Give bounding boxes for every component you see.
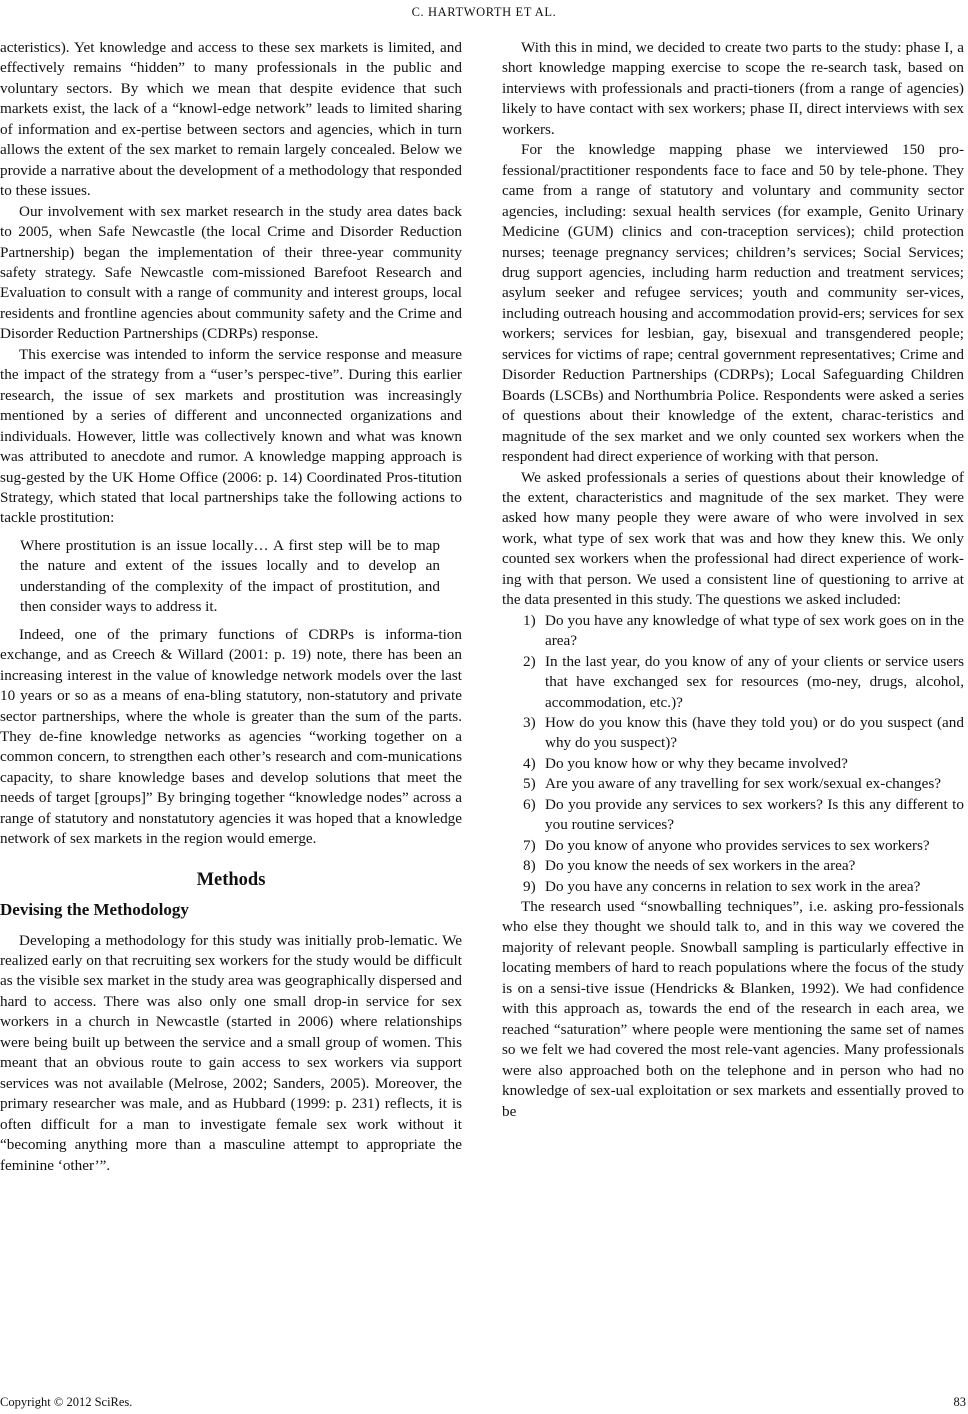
copyright-notice: Copyright © 2012 SciRes.: [0, 1395, 133, 1409]
paragraph: Indeed, one of the primary functions of CDRPs is informa-tion exchange, and as Creech & Willard (2001: p. 19) note, there has been an increasing interest in the value of knowledge network models over the last 10 years or so as a means of ena-bling statutory, non-statutory and private sector partnerships, where the whole is greater than the sum of the parts. They de-fine knowledge networks as agencies “working together on a common concern, to strengthen each other’s research and com-munications capacity, to share knowledge bases and develop solutions that meet the needs of target [groups]” By bringing together “knowledge nodes” across a range of statutory and nonstatutory agencies it was hoped that a knowledge network of sex markets in the region would emerge.: [0, 625, 462, 848]
paragraph: With this in mind, we decided to create two parts to the study: phase I, a short knowledge mapping exercise to scope the re-search task, based on interviews with professionals and practi-tioners (from a range of agencies) likely to have contact with sex workers; phase II, direct interviews with sex workers.: [502, 39, 964, 138]
section-title: Methods: [196, 869, 266, 890]
list-item-text: Do you have any concerns in relation to sex work in the area?: [545, 877, 921, 895]
paragraph: acteristics). Yet knowledge and access to these sex markets is limited, and effectively remains “hidden” to many professionals in the public and voluntary sectors. By which we mean that despite evidence that such markets exist, the lack of a “knowl-edge network” leads to limited sharing of information and ex-pertise between sectors and agencies, which in turn allows the extent of the sex market to remain largely concealed. Below we provide a narrative about the development of a methodology that responded to these issues.: [0, 39, 462, 200]
paragraph: Our involvement with sex market research in the study area dates back to 2005, when Safe Newcastle (the local Crime and Disorder Reduction Partnership) began the implementation of their three-year community safety strategy. Safe Newcastle com-missioned Barefoot Research and Evaluation to consult with a range of community and interest groups, local residents and frontline agencies about community safety and the Crime and Disorder Reduction Partnerships (CDRPs) response.: [0, 202, 462, 343]
list-item-text: Do you know how or why they became involved?: [545, 754, 848, 772]
list-item-text: Do you know of anyone who provides services to sex workers?: [545, 836, 930, 854]
paragraph: For the knowledge mapping phase we interviewed 150 pro-fessional/practitioner respondents face to face and 50 by tele-phone. They came from a range of statutory and voluntary and community sector agencies, including: sexual health services (for example, Genito Urinary Medicine (GUM) clinics and con-traception services); child protection nurses; teenage pregnancy services; children’s services; Social Services; drug support agencies, including harm reduction and treatment services; asylum seeker and refugee services; youth and community ser-vices, including outreach housing and accommodation provid-ers; services for sex workers; services for lesbian, gay, bisexual and transgendered people; services for victims of rape; central government representatives; Crime and Disorder Reduction Partnerships (CDRPs); Local Safeguarding Children Boards (LSCBs) and Northumbria Police. Respondents were asked a series of questions about their knowledge of the extent, charac-teristics and magnitude of the sex market and we only counted sex workers when the respondent had direct experience of working with that person.: [502, 141, 964, 466]
list-number: 4): [523, 754, 536, 772]
list-number: 9): [523, 877, 536, 895]
list-item: [502, 652, 964, 713]
list-number: 7): [523, 836, 536, 854]
right-column: [502, 38, 964, 1122]
list-item-text: Do you provide any services to sex workers? Is this any different to you routine services?: [545, 795, 964, 834]
list-item: [502, 774, 964, 794]
list-item-text: Do you know the needs of sex workers in the area?: [545, 857, 856, 875]
list-item: [502, 836, 964, 856]
list-item: [502, 713, 964, 754]
paragraph: Developing a methodology for this study was initially prob-lematic. We realized early on that recruiting sex workers for the study would be difficult as the visible sex market in the study area was geographically dispersed and hard to access. There was also only one small drop-in service for sex workers in a church in Newcastle (started in 2006) where relationships were being built up between the service and a small group of women. This meant that an obvious route to gain access to sex workers via support services was not available (Melrose, 2002; Sanders, 2005). Moreover, the primary researcher was male, and as Hubbard (1999: p. 231) reflects, it is often difficult for a man to investigate female sex work without it “becoming anything more than a masculine attempt to appropriate the feminine ‘other’”.: [0, 931, 462, 1174]
running-head: C. HARTWORTH ET AL.: [411, 5, 557, 19]
question-list: [502, 611, 964, 897]
list-item: [502, 877, 964, 897]
list-number: 6): [523, 795, 536, 813]
list-item: [502, 856, 964, 876]
list-item-text: How do you know this (have they told you) or do you suspect (and why do you suspect)?: [545, 713, 964, 752]
list-item-text: Are you aware of any travelling for sex work/sexual ex-changes?: [545, 775, 941, 793]
paragraph: This exercise was intended to inform the service response and measure the impact of the strategy from a “user’s perspec-tive”. During this earlier research, the issue of sex markets and prostitution was increasingly mentioned by a series of different and unconnected organizations and individuals. However, little was collectively known and what was known was attributed to anecdote and rumor. A knowledge mapping approach is sug-gested by the UK Home Office (2006: p. 14) Coordinated Pros-titution Strategy, which stated that local partnerships take the following actions to tackle prostitution:: [0, 345, 462, 527]
list-number: 3): [523, 713, 536, 731]
list-number: 1): [523, 611, 536, 629]
block-quote: Where prostitution is an issue locally… A first step will be to map the nature and extent of the issues locally and to develop an understanding of the complexity of the impact of prostitution, and then consider ways to address it.: [20, 536, 440, 616]
list-number: 2): [523, 652, 536, 670]
list-item-text: In the last year, do you know of any of your clients or service users that have exchanged sex for resources (mo-ney, drugs, alcohol, accommodation, etc.)?: [545, 652, 964, 711]
page-number: 83: [953, 1395, 966, 1409]
list-item-text: Do you have any knowledge of what type of sex work goes on in the area?: [545, 611, 964, 650]
paragraph: We asked professionals a series of questions about their knowledge of the extent, characteristics and magnitude of the sex market. They were asked how many people they were aware of who were involved in sex work, what type of sex work that was and how they knew this. We only counted sex workers when the professional had direct experience of work-ing with that person. We used a consistent line of questioning to arrive at the data presented in this study. The questions we asked included:: [502, 468, 964, 609]
list-number: 5): [523, 775, 536, 793]
list-number: 8): [523, 857, 536, 875]
subsection-title: Devising the Methodology: [0, 900, 189, 920]
list-item: [502, 611, 964, 652]
list-item: [502, 795, 964, 836]
left-column: [0, 38, 462, 1176]
paragraph: The research used “snowballing techniques”, i.e. asking pro-fessionals who else they thought we should talk to, and in this way we covered the majority of relevant people. Snowball sampling is particularly effective in locating members of hard to reach populations where the focus of the study is on a sensi-tive issue (Hendricks & Blanken, 1992). We had confidence with this approach as, towards the end of the research in each area, we reached “saturation” where people were mentioning the same set of names so we felt we had covered the most rele-vant agencies. Many professionals were also approached both on the telephone and in person who had no knowledge of sex-ual exploitation or sex markets and essentially proved to be: [502, 898, 964, 1120]
list-item: [502, 754, 964, 774]
